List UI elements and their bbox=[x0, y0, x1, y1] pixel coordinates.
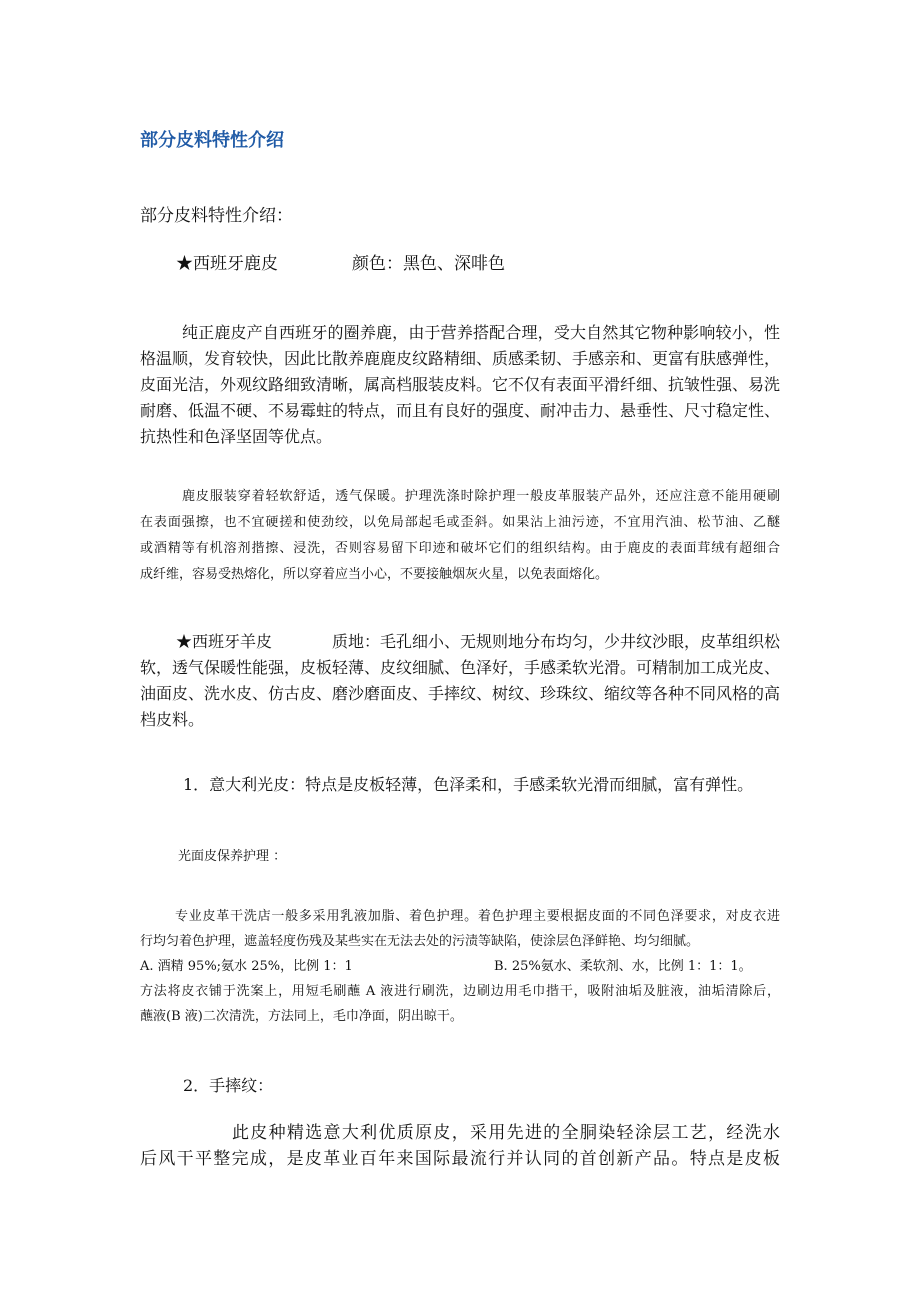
page-title: 部分皮料特性介绍 bbox=[140, 130, 284, 151]
paragraph-line: 专业皮革干洗店一般多采用乳液加脂、着色护理。着色护理主要根据皮面的不同色泽要求，对皮衣进 bbox=[175, 909, 780, 924]
paragraph-line: 后风干平整完成，是皮革业百年来国际最流行并认同的首创新产品。特点是皮板 bbox=[140, 1149, 780, 1169]
section-subtitle: 部分皮料特性介绍： bbox=[140, 206, 293, 226]
deer-heading: ★西班牙鹿皮 bbox=[176, 254, 278, 274]
option-b: B. 25%氨水、柔软剂、水，比例 1：1：1。 bbox=[494, 959, 752, 974]
item-2-heading: 2．手摔纹： bbox=[183, 1076, 274, 1095]
paragraph-line: 此皮种精选意大利优质原皮，采用先进的全胴染轻涂层工艺，经洗水 bbox=[232, 1123, 780, 1143]
paragraph-line: 油面皮、洗水皮、仿古皮、磨沙磨面皮、手摔纹、树纹、珍珠纹、缩纹等各种不同风格的高 bbox=[140, 684, 781, 703]
paragraph-line: 方法将皮衣铺于洗案上，用短毛刷蘸 A 液进行刷洗，边刷边用毛巾揩干，吸附油垢及脏液，油垢清除后， bbox=[140, 984, 780, 999]
paragraph-line: 格温顺，发育较快，因此比散养鹿鹿皮纹路精细、质感柔韧、手感亲和、更富有肤感弹性， bbox=[140, 349, 781, 368]
care-heading: 光面皮保养护理 ： bbox=[178, 849, 287, 864]
paragraph-line: 在表面强擦，也不宜硬搓和使劲绞，以免局部起毛或歪斜。如果沾上油污迹，不宜用汽油、松节油、乙醚 bbox=[140, 515, 780, 530]
paragraph-line: 行均匀着色护理，遮盖轻度伤残及某些实在无法去处的污渍等缺陷，使涂层色泽鲜艳、均匀细腻。 bbox=[140, 934, 700, 949]
paragraph-line: 或酒精等有机溶剂揩擦、浸洗，否则容易留下印迹和破坏它们的组织结构。由于鹿皮的表面茸绒有超细合 bbox=[140, 541, 780, 556]
paragraph-line: 抗热性和色泽坚固等优点。 bbox=[140, 427, 333, 446]
paragraph-line: 软，透气保暖性能强，皮板轻薄、皮纹细腻、色泽好，手感柔软光滑。可精制加工成光皮、 bbox=[140, 658, 781, 677]
paragraph-line: 质地：毛孔细小、无规则地分布均匀，少井纹沙眼，皮革组织松 bbox=[332, 632, 781, 651]
paragraph-line: 蘸液(B 液)二次清洗，方法同上，毛巾净面，阴出晾干。 bbox=[140, 1009, 463, 1024]
paragraph-line: 皮面光洁，外观纹路细致清晰，属高档服装皮料。它不仅有表面平滑纤细、抗皱性强、易洗 bbox=[140, 375, 781, 394]
paragraph-line: 档皮料。 bbox=[140, 710, 205, 729]
paragraph-line: 成纤维，容易受热熔化，所以穿着应当小心，不要接触烟灰火星，以免表面熔化。 bbox=[140, 567, 609, 582]
item-1-heading: 1．意大利光皮：特点是皮板轻薄，色泽柔和，手感柔软光滑而细腻，富有弹性。 bbox=[183, 775, 754, 794]
paragraph-line: 纯正鹿皮产自西班牙的圈养鹿，由于营养搭配合理，受大自然其它物种影响较小，性 bbox=[182, 323, 780, 342]
paragraph-line: 耐磨、低温不硬、不易霉蛀的特点，而且有良好的强度、耐冲击力、悬垂性、尺寸稳定性、 bbox=[140, 401, 781, 420]
sheep-heading: ★西班牙羊皮 bbox=[176, 632, 273, 651]
deer-color: 颜色：黑色、深啡色 bbox=[352, 254, 505, 274]
option-a: A. 酒精 95%;氨水 25%，比例 1：1 bbox=[140, 959, 353, 974]
paragraph-line: 鹿皮服装穿着轻软舒适，透气保暖。护理洗涤时除护理一般皮革服装产品外，还应注意不能用硬刷 bbox=[182, 489, 780, 504]
